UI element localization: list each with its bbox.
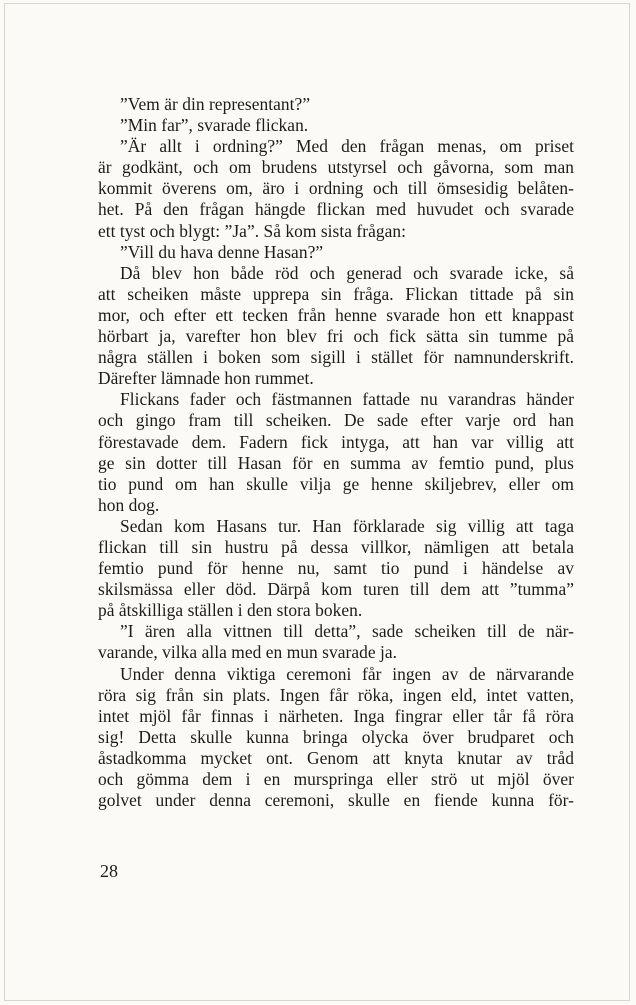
text-line: ”Vill du hava denne Hasan?”: [120, 241, 324, 262]
text-line: Sedan kom Hasans tur. Han förklarade sig villig att taga: [120, 515, 574, 536]
text-line: och gömma dem i en murspringa eller strö ut mjöl över: [98, 769, 574, 789]
text-line: ”Min far”, svarade flickan.: [120, 115, 309, 136]
text-line: på åtskilliga ställen i den stora boken.: [98, 600, 363, 621]
text-line: het. På den frågan hängde flickan med huvudet och svarade: [98, 199, 574, 220]
page-number: 28: [100, 861, 118, 881]
text-line: tio pund om han skulle vilja ge henne skiljebrev, eller om: [98, 473, 574, 494]
text-line: mor, och efter ett tecken från henne svarade hon ett knappast: [98, 304, 574, 325]
text-line: intet mjöl får finnas i närheten. Inga fingrar eller tår få röra: [98, 705, 574, 726]
text-line: kommit överens om, äro i ordning och till ömsesidig belåten-: [98, 178, 574, 199]
text-line: röra sig från sin plats. Ingen får röka, ingen eld, intet vatten,: [98, 684, 574, 705]
text-line: varande, vilka alla med en mun svarade ja.: [98, 642, 398, 663]
text-line: förestavade dem. Fadern fick intyga, att han var villig att: [98, 431, 574, 452]
text-line: ”Är allt i ordning?” Med den frågan menas, om priset: [120, 136, 574, 157]
text-line: Då blev hon både röd och generad och svarade icke, så: [120, 262, 574, 283]
text-line: hörbart ja, varefter hon blev fri och fick sätta sin tumme på: [98, 326, 574, 347]
text-line: ”I ären alla vittnen till detta”, sade scheiken till de när-: [120, 621, 574, 642]
text-line: åstadkomma mycket ont. Genom att knyta knutar av tråd: [98, 747, 574, 768]
text-line: femtio pund för henne nu, samt tio pund i händelse av: [98, 558, 574, 579]
text-line: skilsmässa eller död. Därpå kom turen till dem att ”tumma”: [98, 579, 574, 600]
text-line: hon dog.: [98, 494, 160, 515]
text-line: några ställen i boken som sigill i stället för namnunderskrift.: [98, 347, 574, 368]
text-line: Under denna viktiga ceremoni får ingen av de närvarande: [120, 663, 574, 684]
text-line: är godkänt, och om brudens utstyrsel och gåvorna, som man: [98, 157, 574, 178]
text-line: ett tyst och blygt: ”Ja”. Så kom sista frågan:: [98, 220, 407, 241]
text-line: att scheiken måste upprepa sin fråga. Flickan tittade på sin: [98, 283, 574, 304]
text-line: flickan till sin hustru på dessa villkor, nämligen att betala: [98, 536, 574, 557]
text-line: sig! Detta skulle kunna bringa olycka över brudparet och: [98, 726, 574, 747]
text-line: och gingo fram till scheiken. De sade efter varje ord han: [98, 410, 574, 431]
body-text: [98, 94, 574, 811]
text-line: ge sin dotter till Hasan för en summa av femtio pund, plus: [98, 452, 574, 473]
text-line: Flickans fader och fästmannen fattade nu varandras händer: [120, 389, 574, 410]
text-line: golvet under denna ceremoni, skulle en fiende kunna för-: [98, 790, 574, 811]
text-line: Därefter lämnade hon rummet.: [98, 368, 314, 389]
text-line: ”Vem är din representant?”: [120, 94, 311, 114]
